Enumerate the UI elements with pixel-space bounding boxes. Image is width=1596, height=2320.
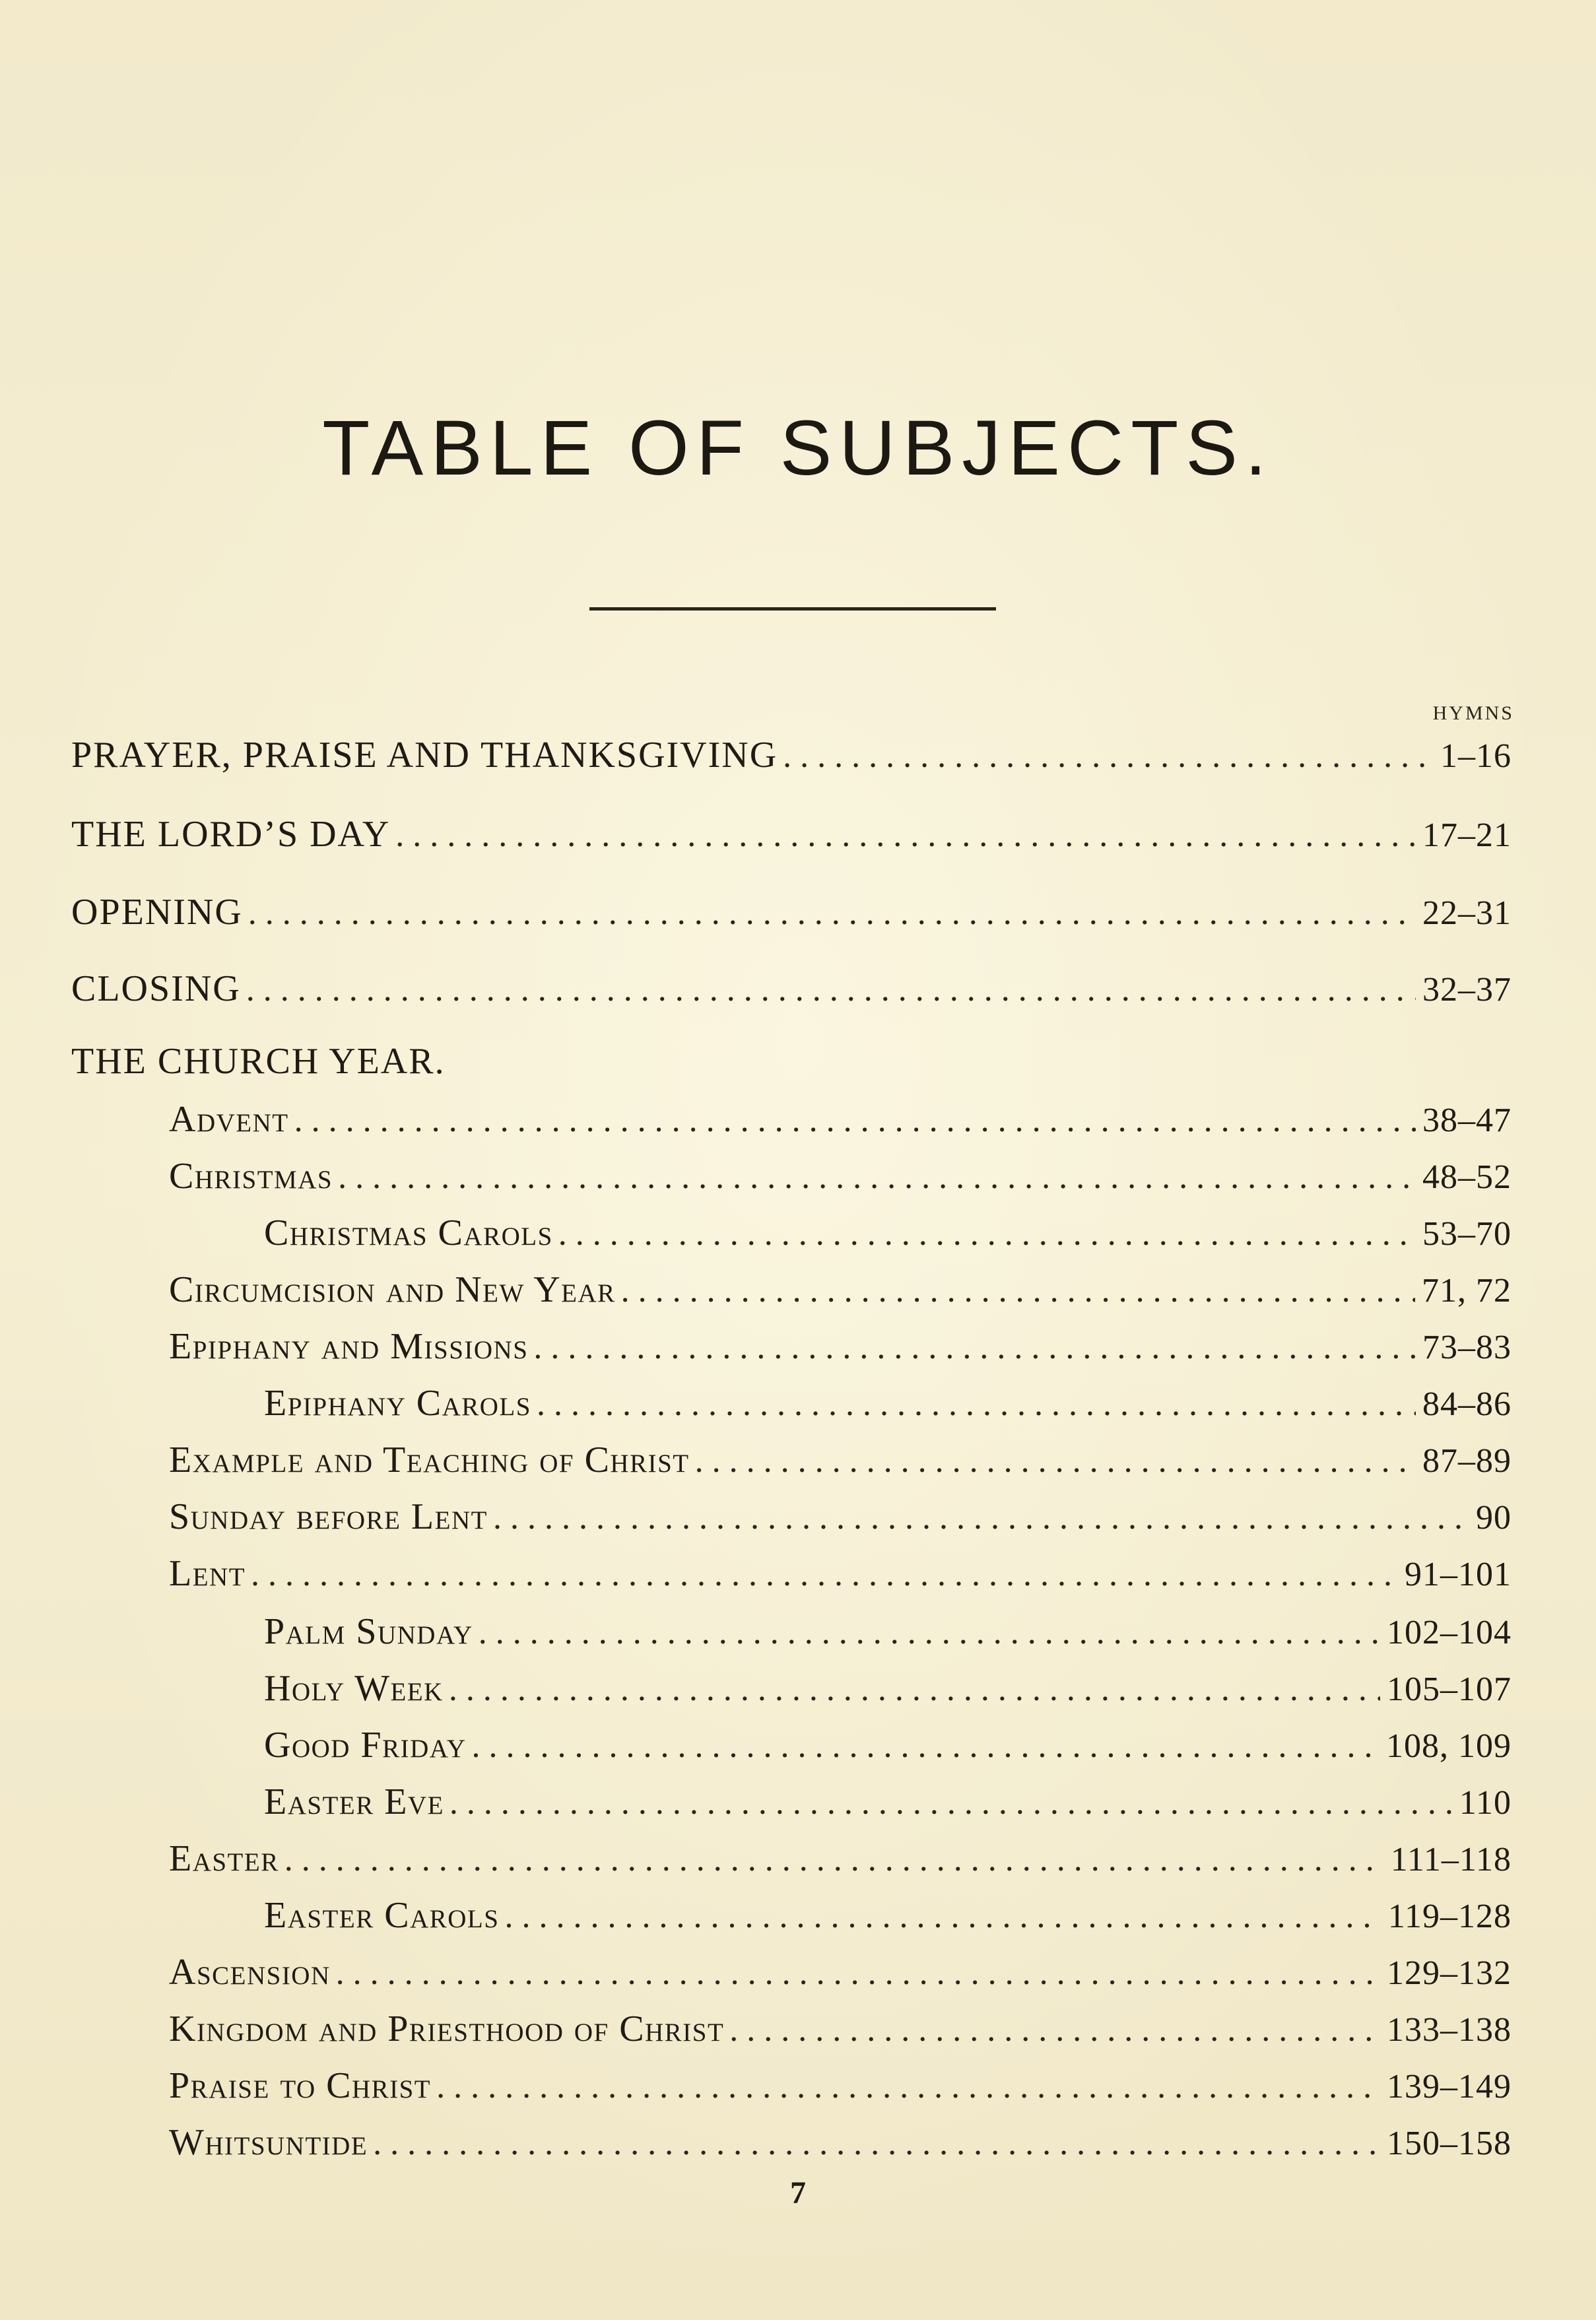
toc-entry-hymns: 87–89: [1422, 1442, 1512, 1480]
toc-entry: [71, 813, 1512, 855]
toc-entry-label: Holy Week: [264, 1668, 444, 1709]
toc-entry-hymns: 22–31: [1422, 894, 1512, 932]
toc-entry: [169, 1439, 1512, 1481]
toc-entry: [169, 2008, 1512, 2050]
toc-entry: [264, 1382, 1512, 1424]
dot-leader: [695, 1442, 1416, 1480]
toc-entry-hymns: 119–128: [1387, 1898, 1512, 1935]
toc-entry-hymns: 32–37: [1422, 971, 1512, 1009]
toc-entry-label: PRAYER, PRAISE AND THANKSGIVING: [71, 735, 778, 776]
dot-leader: [449, 1670, 1380, 1709]
toc-entry-hymns: 90: [1476, 1499, 1512, 1537]
dot-leader: [251, 1555, 1398, 1594]
toc-entry-label: Advent: [169, 1099, 289, 1140]
dot-leader: [504, 1897, 1381, 1936]
toc-entry: [264, 1724, 1512, 1766]
page-title: TABLE OF SUBJECTS.: [322, 405, 1274, 492]
toc-entry: [71, 734, 1512, 776]
toc-entry: [169, 1155, 1512, 1197]
toc-entry-label: Easter: [169, 1838, 279, 1879]
toc-entry-label: Circumcision and New Year: [169, 1269, 616, 1310]
page-number: 7: [790, 2175, 806, 2210]
toc-entry: [264, 1894, 1512, 1937]
toc-entry-label: THE LORD’S DAY: [71, 814, 391, 855]
dot-leader: [537, 1385, 1416, 1424]
title-rule: [589, 607, 996, 611]
toc-entry: [169, 1838, 1512, 1880]
toc-entry-hymns: 91–101: [1405, 1556, 1512, 1593]
toc-entry-label: Whitsuntide: [169, 2122, 368, 2163]
toc-entry-hymns: 84–86: [1422, 1385, 1512, 1423]
toc-entry-label: THE CHURCH YEAR.: [71, 1041, 446, 1082]
dot-leader: [472, 1727, 1380, 1766]
toc-entry-label: Christmas: [169, 1156, 333, 1197]
toc-entry: [169, 2121, 1512, 2164]
toc-entry-label: Example and Teaching of Christ: [169, 1440, 690, 1480]
toc-entry-hymns: 53–70: [1422, 1215, 1512, 1253]
dot-leader: [338, 1158, 1416, 1197]
dot-leader: [436, 2067, 1380, 2106]
toc-entry-hymns: 150–158: [1387, 2125, 1512, 2162]
toc-entry: [169, 2065, 1512, 2107]
toc-entry: [264, 1610, 1512, 1653]
toc-entry-label: Praise to Christ: [169, 2065, 432, 2106]
toc-entry: [169, 1552, 1512, 1595]
toc-entry: [71, 891, 1512, 933]
toc-entry: [71, 968, 1512, 1010]
dot-leader: [621, 1271, 1415, 1310]
dot-leader: [284, 1840, 1384, 1879]
dot-leader: [533, 1328, 1416, 1367]
toc-entry-hymns: 48–52: [1422, 1158, 1512, 1196]
toc-entry: [264, 1667, 1512, 1709]
toc-entry: [169, 1269, 1512, 1311]
dot-leader: [479, 1613, 1380, 1652]
toc-entry-label: Epiphany and Missions: [169, 1326, 529, 1367]
hymns-column-header: HYMNS: [1432, 702, 1514, 724]
toc-entry: [71, 1040, 1512, 1082]
toc-entry-hymns: 139–149: [1387, 2068, 1512, 2105]
toc-entry-label: CLOSING: [71, 968, 241, 1009]
toc-entry-hymns: 17–21: [1422, 816, 1512, 854]
toc-entry-label: Lent: [169, 1553, 246, 1594]
toc-entry-label: OPENING: [71, 892, 243, 933]
toc-entry: [169, 1496, 1512, 1538]
toc-entry-hymns: 1–16: [1440, 737, 1512, 775]
toc-entry-hymns: 71, 72: [1422, 1272, 1512, 1309]
toc-entry-hymns: 129–132: [1387, 1954, 1512, 1992]
dot-leader: [395, 816, 1416, 855]
toc-entry-hymns: 133–138: [1387, 2011, 1512, 2049]
toc-entry-hymns: 111–118: [1390, 1841, 1512, 1878]
toc-entry-label: Ascension: [169, 1952, 331, 1993]
toc-entry-hymns: 73–83: [1422, 1329, 1512, 1366]
dot-leader: [783, 737, 1434, 776]
toc-entry: [169, 1098, 1512, 1141]
toc-entry-hymns: 110: [1459, 1784, 1512, 1822]
toc-entry-label: Good Friday: [264, 1725, 467, 1766]
toc-entry-label: Christmas Carols: [264, 1212, 553, 1253]
dot-leader: [294, 1101, 1416, 1140]
toc-entry-hymns: 38–47: [1422, 1102, 1512, 1139]
toc-entry-hymns: 102–104: [1387, 1614, 1512, 1651]
dot-leader: [729, 2010, 1380, 2049]
dot-leader: [373, 2124, 1380, 2163]
toc-entry: [169, 1951, 1512, 1993]
toc-entry: [264, 1212, 1512, 1254]
toc-entry: [169, 1325, 1512, 1368]
toc-entry-label: Kingdom and Priesthood of Christ: [169, 2008, 725, 2049]
dot-leader: [558, 1214, 1416, 1253]
toc-entry-label: Sunday before Lent: [169, 1496, 488, 1537]
toc-entry-label: Easter Eve: [264, 1781, 444, 1822]
toc-entry: [264, 1781, 1512, 1823]
dot-leader: [336, 1954, 1380, 1993]
dot-leader: [246, 970, 1416, 1009]
toc-entry-label: Easter Carols: [264, 1895, 500, 1936]
dot-leader: [248, 894, 1416, 933]
dot-leader: [449, 1783, 1453, 1822]
toc-entry-label: Palm Sunday: [264, 1611, 473, 1652]
toc-entry-hymns: 105–107: [1387, 1671, 1512, 1708]
toc-entry-hymns: 108, 109: [1386, 1727, 1512, 1765]
dot-leader: [493, 1498, 1469, 1537]
toc-entry-label: Epiphany Carols: [264, 1383, 531, 1424]
